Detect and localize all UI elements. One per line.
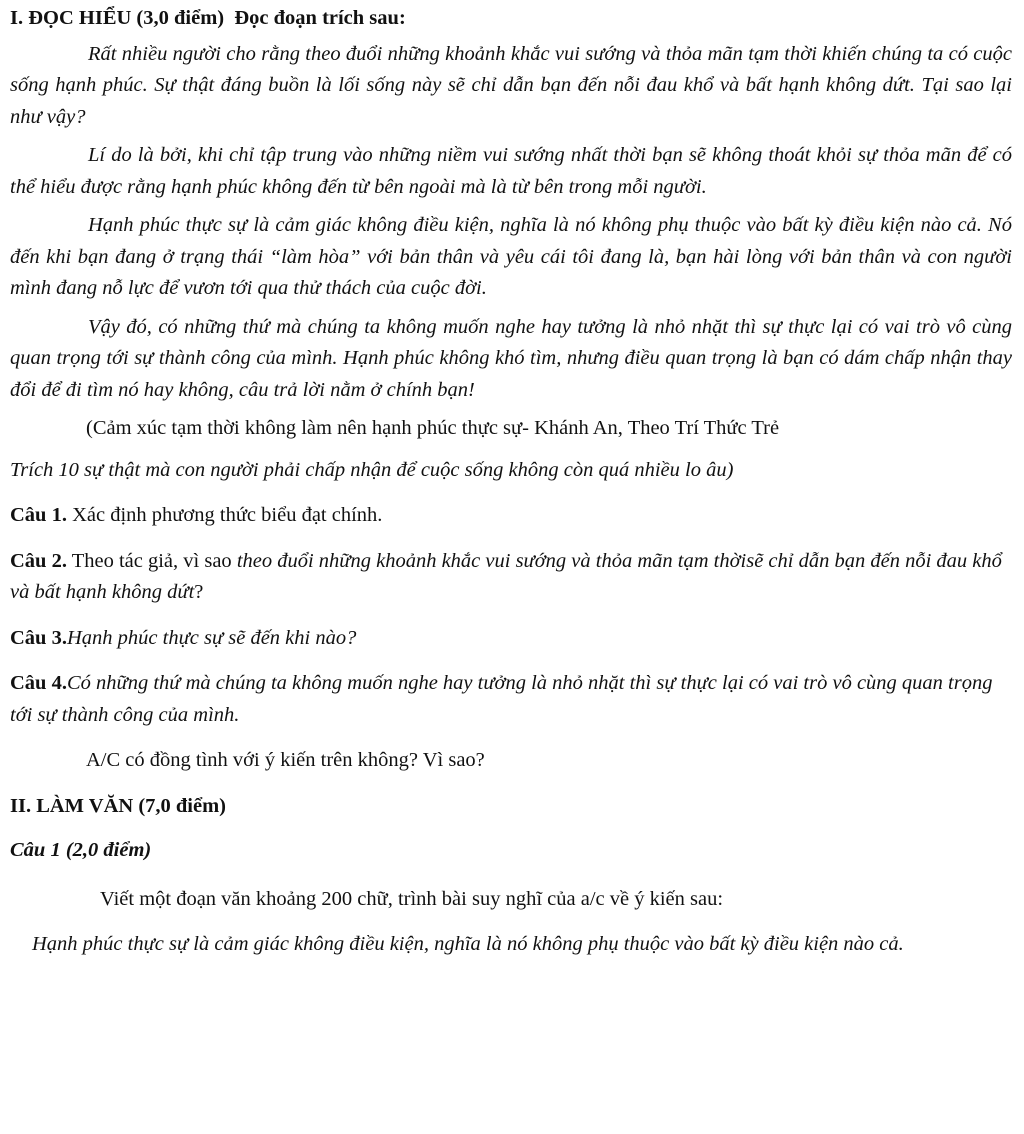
question-3-text: Hạnh phúc thực sự sẽ đến khi nào? xyxy=(66,626,357,649)
question-4-followup: A/C có đồng tình với ý kiến trên không? Vì sao? xyxy=(86,749,485,771)
passage-paragraph-4: Vậy đó, có những thứ mà chúng ta không muốn nghe hay tưởng là nhỏ nhặt thì sự thực lại có vai trò vô cùng quan trọng tới sự thành công của mình. Hạnh phúc không khó tìm, nhưng điều quan trọng là bạn có dám chấp nhận thay đổi để đi tìm nó hay không, câu trả lời nằm ở chính bạn! xyxy=(10,315,1012,401)
part2-question-1-task: Viết một đoạn văn khoảng 200 chữ, trình bài suy nghĩ của a/c về ý kiến sau: xyxy=(100,887,724,910)
source-line-2: Trích 10 sự thật mà con người phải chấp nhận để cuộc sống không còn quá nhiều lo âu) xyxy=(10,458,734,481)
question-4-label: Câu 4. xyxy=(10,672,67,694)
question-3-label: Câu 3. xyxy=(10,626,67,649)
question-1-label: Câu 1. xyxy=(10,504,67,526)
question-2-label: Câu 2. xyxy=(10,549,67,572)
passage-paragraph-3: Hạnh phúc thực sự là cảm giác không điều kiện, nghĩa là nó không phụ thuộc vào bất kỳ điều kiện nào cả. Nó đến khi bạn đang ở trạng thái “làm hòa” với bản thân và yêu cái tôi đang là, bạn hài lòng với bản thân và con người mình đang nỗ lực để vươn tới qua thử thách của cuộc đời. xyxy=(10,214,1012,299)
source-title: (Cảm xúc tạm thời không làm nên hạnh phúc thực sự xyxy=(86,417,523,439)
question-2-text-c: ? xyxy=(194,581,204,603)
question-3 xyxy=(10,623,1012,655)
part2-question-1-title: Câu 1 (2,0 điểm) xyxy=(10,839,152,861)
question-4-text: Có những thứ mà chúng ta không muốn nghe hay tưởng là nhỏ nhặt thì sự thực lại có vai trò vô cùng quan trọng tới sự thành công của mình. xyxy=(10,672,993,726)
question-2-text-b: theo đuổi những khoảnh khắc vui sướng và thỏa mãn tạm thờisẽ chỉ dẫn bạn đến nỗi đau khổ và bất hạnh không dứt xyxy=(10,549,1002,603)
part1-title: I. ĐỌC HIỂU (3,0 điểm) xyxy=(10,7,225,29)
part1-heading xyxy=(10,3,1012,35)
question-4 xyxy=(10,668,1012,731)
question-2 xyxy=(10,546,1012,609)
question-1 xyxy=(10,500,1012,532)
part2-question-1-quote: Hạnh phúc thực sự là cảm giác không điều kiện, nghĩa là nó không phụ thuộc vào bất kỳ điều kiện nào cả. xyxy=(32,933,904,955)
source-line-1 xyxy=(10,413,1012,445)
passage-paragraph-1: Rất nhiều người cho rằng theo đuổi những khoảnh khắc vui sướng và thỏa mãn tạm thời khiến chúng ta có cuộc sống hạnh phúc. Sự thật đáng buồn là lối sống này sẽ chỉ dẫn bạn đến nỗi đau khổ và bất hạnh không dứt. Tại sao lại như vậy? xyxy=(10,42,1012,128)
part2-title: II. LÀM VĂN (7,0 điểm) xyxy=(10,794,227,817)
source-author: - Khánh An, Theo Trí Thức Trẻ xyxy=(522,417,780,439)
part1-instruction: Đọc đoạn trích sau: xyxy=(234,7,406,29)
question-1-text: Xác định phương thức biểu đạt chính. xyxy=(66,504,383,526)
question-2-text-a: Theo tác giả, vì sao xyxy=(66,549,237,572)
passage-paragraph-2: Lí do là bởi, khi chỉ tập trung vào những niềm vui sướng nhất thời bạn sẽ không thoát khỏi sự thỏa mãn để có thể hiểu được rằng hạnh phúc không đến từ bên ngoài mà là từ bên trong mỗi người. xyxy=(10,144,1012,198)
